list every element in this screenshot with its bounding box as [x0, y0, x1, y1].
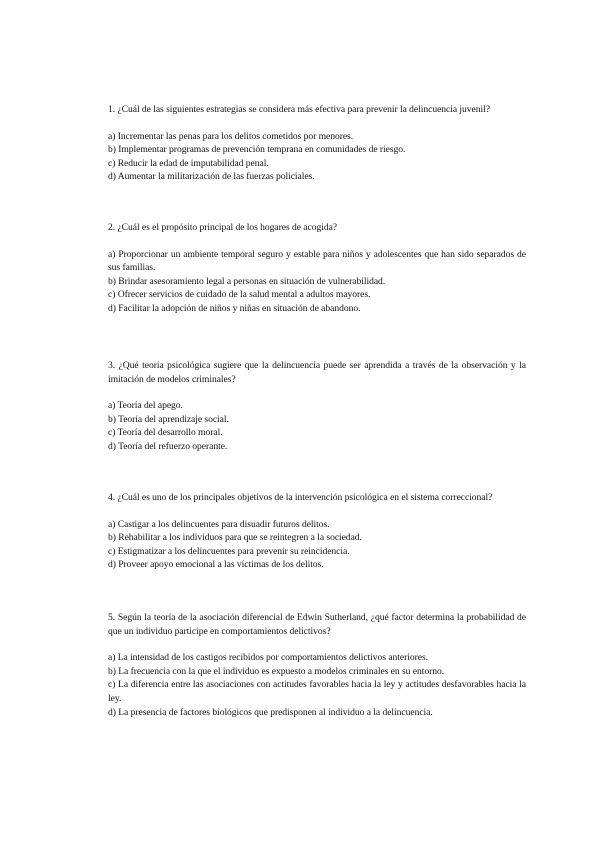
option-d: d) La presencia de factores biológicos que predisponen al individuo a la delincuencia.	[108, 706, 433, 718]
option-c: c) Teoría del desarrollo moral.	[108, 427, 223, 439]
option-a: a) La intensidad de los castigos recibidos por comportamientos delictivos anteriores.	[108, 652, 428, 664]
option-c: c) Reducir la edad de imputabilidad penal.	[108, 157, 269, 169]
option-b: b) La frecuencia con la que el individuo es expuesto a modelos criminales en su entorno.	[108, 665, 445, 677]
question-text: 1. ¿Cuál de las siguientes estrategias se considera más efectiva para prevenir la delincuencia juvenil?	[108, 104, 490, 115]
option-b: b) Implementar programas de prevención temprana en comunidades de riesgo.	[108, 144, 406, 156]
option-d: d) Facilitar la adopción de niños y niñas en situación de abandono.	[108, 302, 361, 314]
question-text: 5. Según la teoría de la asociación diferencial de Edwin Sutherland, ¿qué factor determina la probabilidad de que un individuo participe en comportamientos delictivos?	[108, 612, 526, 637]
question-text: 3. ¿Qué teoría psicológica sugiere que la delincuencia puede ser aprendida a través de la observación y la imitación de modelos criminales?	[108, 360, 526, 385]
option-list	[108, 399, 526, 453]
option-a: a) Proporcionar un ambiente temporal seguro y estable para niños y adolescentes que han sido separados de sus familias.	[108, 248, 526, 274]
option-a: a) Incrementar las penas para los delitos cometidos por menores.	[108, 130, 354, 142]
option-a: a) Teoría del apego.	[108, 400, 183, 412]
question-4	[108, 491, 526, 572]
question-1	[108, 103, 526, 184]
question-3	[108, 359, 526, 454]
option-b: b) Brindar asesoramiento legal a personas en situación de vulnerabilidad.	[108, 275, 386, 287]
option-d: d) Proveer apoyo emocional a las víctimas de los delitos.	[108, 559, 324, 571]
option-c: c) Estigmatizar a los delincuentes para prevenir su reincidencia.	[108, 545, 350, 557]
option-list	[108, 248, 526, 316]
option-list	[108, 130, 526, 184]
option-c: c) Ofrecer servicios de cuidado de la salud mental a adultos mayores.	[108, 289, 371, 301]
question-text: 2. ¿Cuál es el propósito principal de los hogares de acogida?	[108, 222, 337, 233]
option-list	[108, 518, 526, 572]
question-text: 4. ¿Cuál es uno de los principales objetivos de la intervención psicológica en el sistema correccional?	[108, 492, 493, 503]
option-a: a) Castigar a los delincuentes para disuadir futuros delitos.	[108, 518, 330, 530]
option-b: b) Rehabilitar a los individuos para que se reintegren a la sociedad.	[108, 532, 362, 544]
option-d: d) Aumentar la militarización de las fuerzas policiales.	[108, 171, 315, 183]
question-2	[108, 221, 526, 316]
option-list	[108, 651, 526, 719]
question-5	[108, 611, 526, 719]
option-c: c) La diferencia entre las asociaciones con actitudes favorables hacia la ley y actitudes desfavorables hacia la ley.	[108, 679, 526, 704]
option-d: d) Teoría del refuerzo operante.	[108, 440, 228, 452]
option-b: b) Teoría del aprendizaje social.	[108, 413, 229, 425]
